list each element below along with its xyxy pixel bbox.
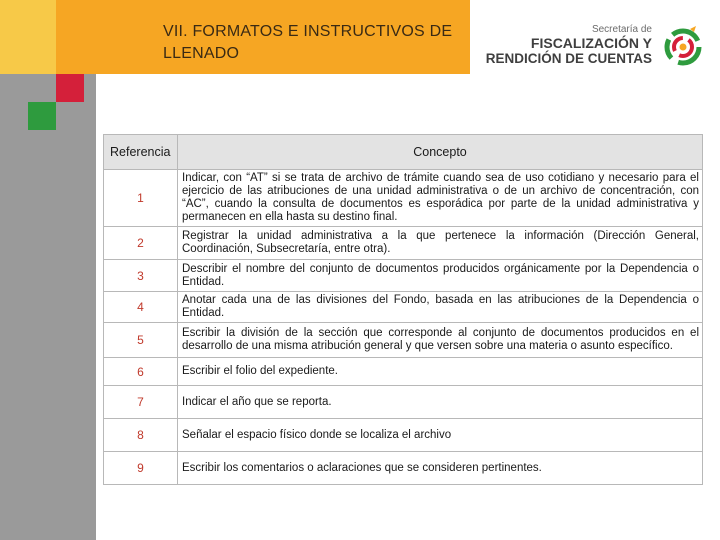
logo-line-small: Secretaría de (591, 24, 652, 35)
row-reference: 7 (104, 386, 178, 419)
decor-green-square (28, 102, 56, 130)
title-line-2: LLENADO (163, 45, 240, 62)
row-concept: Describir el nombre del conjunto de documentos producidos orgánicamente por la Dependencia o Entidad. (178, 260, 703, 292)
logo-text (486, 24, 652, 67)
row-reference: 2 (104, 227, 178, 260)
table-row (104, 452, 703, 485)
row-concept: Indicar el año que se reporta. (178, 386, 703, 419)
row-concept: Señalar el espacio físico donde se localiza el archivo (178, 419, 703, 452)
sfrc-emblem-icon (660, 23, 706, 69)
row-concept: Escribir el folio del expediente. (178, 358, 703, 386)
row-concept: Escribir la división de la sección que corresponde al conjunto de documentos producidos en el desarrollo de una misma atribución general y que versen sobre una materia o asunto específico. (178, 323, 703, 358)
table-row (104, 227, 703, 260)
table-row (104, 260, 703, 292)
header-referencia: Referencia (104, 135, 178, 170)
instructions-table (103, 134, 703, 485)
row-concept: Indicar, con “AT” si se trata de archivo de trámite cuando sea de uso cotidiano y necesario para el ejercicio de las atribuciones de una unidad administrativa o de un archivo de concentración, con “AC”, cuando la consulta de documentos es esporádica por parte de la unidad administrativa y permanecen en ella hasta su destino final. (178, 170, 703, 227)
table-row (104, 419, 703, 452)
row-concept: Anotar cada una de las divisiones del Fondo, basada en las atribuciones de la Dependencia o Entidad. (178, 292, 703, 323)
row-reference: 1 (104, 170, 178, 227)
row-reference: 6 (104, 358, 178, 386)
table-row (104, 386, 703, 419)
logo (484, 20, 710, 72)
table-row (104, 170, 703, 227)
table-row (104, 323, 703, 358)
table-header-row (104, 135, 703, 170)
table-row (104, 358, 703, 386)
logo-line-1: FISCALIZACIÓN Y (530, 35, 652, 51)
row-reference: 9 (104, 452, 178, 485)
header-concepto: Concepto (178, 135, 703, 170)
decor-red-square (56, 74, 84, 102)
logo-line-2: RENDICIÓN DE CUENTAS (485, 51, 652, 66)
table-row (104, 292, 703, 323)
row-concept: Escribir los comentarios o aclaraciones que se consideren pertinentes. (178, 452, 703, 485)
row-reference: 5 (104, 323, 178, 358)
row-reference: 8 (104, 419, 178, 452)
row-reference: 4 (104, 292, 178, 323)
row-reference: 3 (104, 260, 178, 292)
decor-yellow-block (0, 0, 56, 74)
page-title (163, 21, 452, 65)
row-concept: Registrar la unidad administrativa a la que pertenece la información (Dirección General, Coordinación, Subsecretaría, entre otra). (178, 227, 703, 260)
title-line-1: VII. FORMATOS E INSTRUCTIVOS DE (163, 23, 453, 40)
